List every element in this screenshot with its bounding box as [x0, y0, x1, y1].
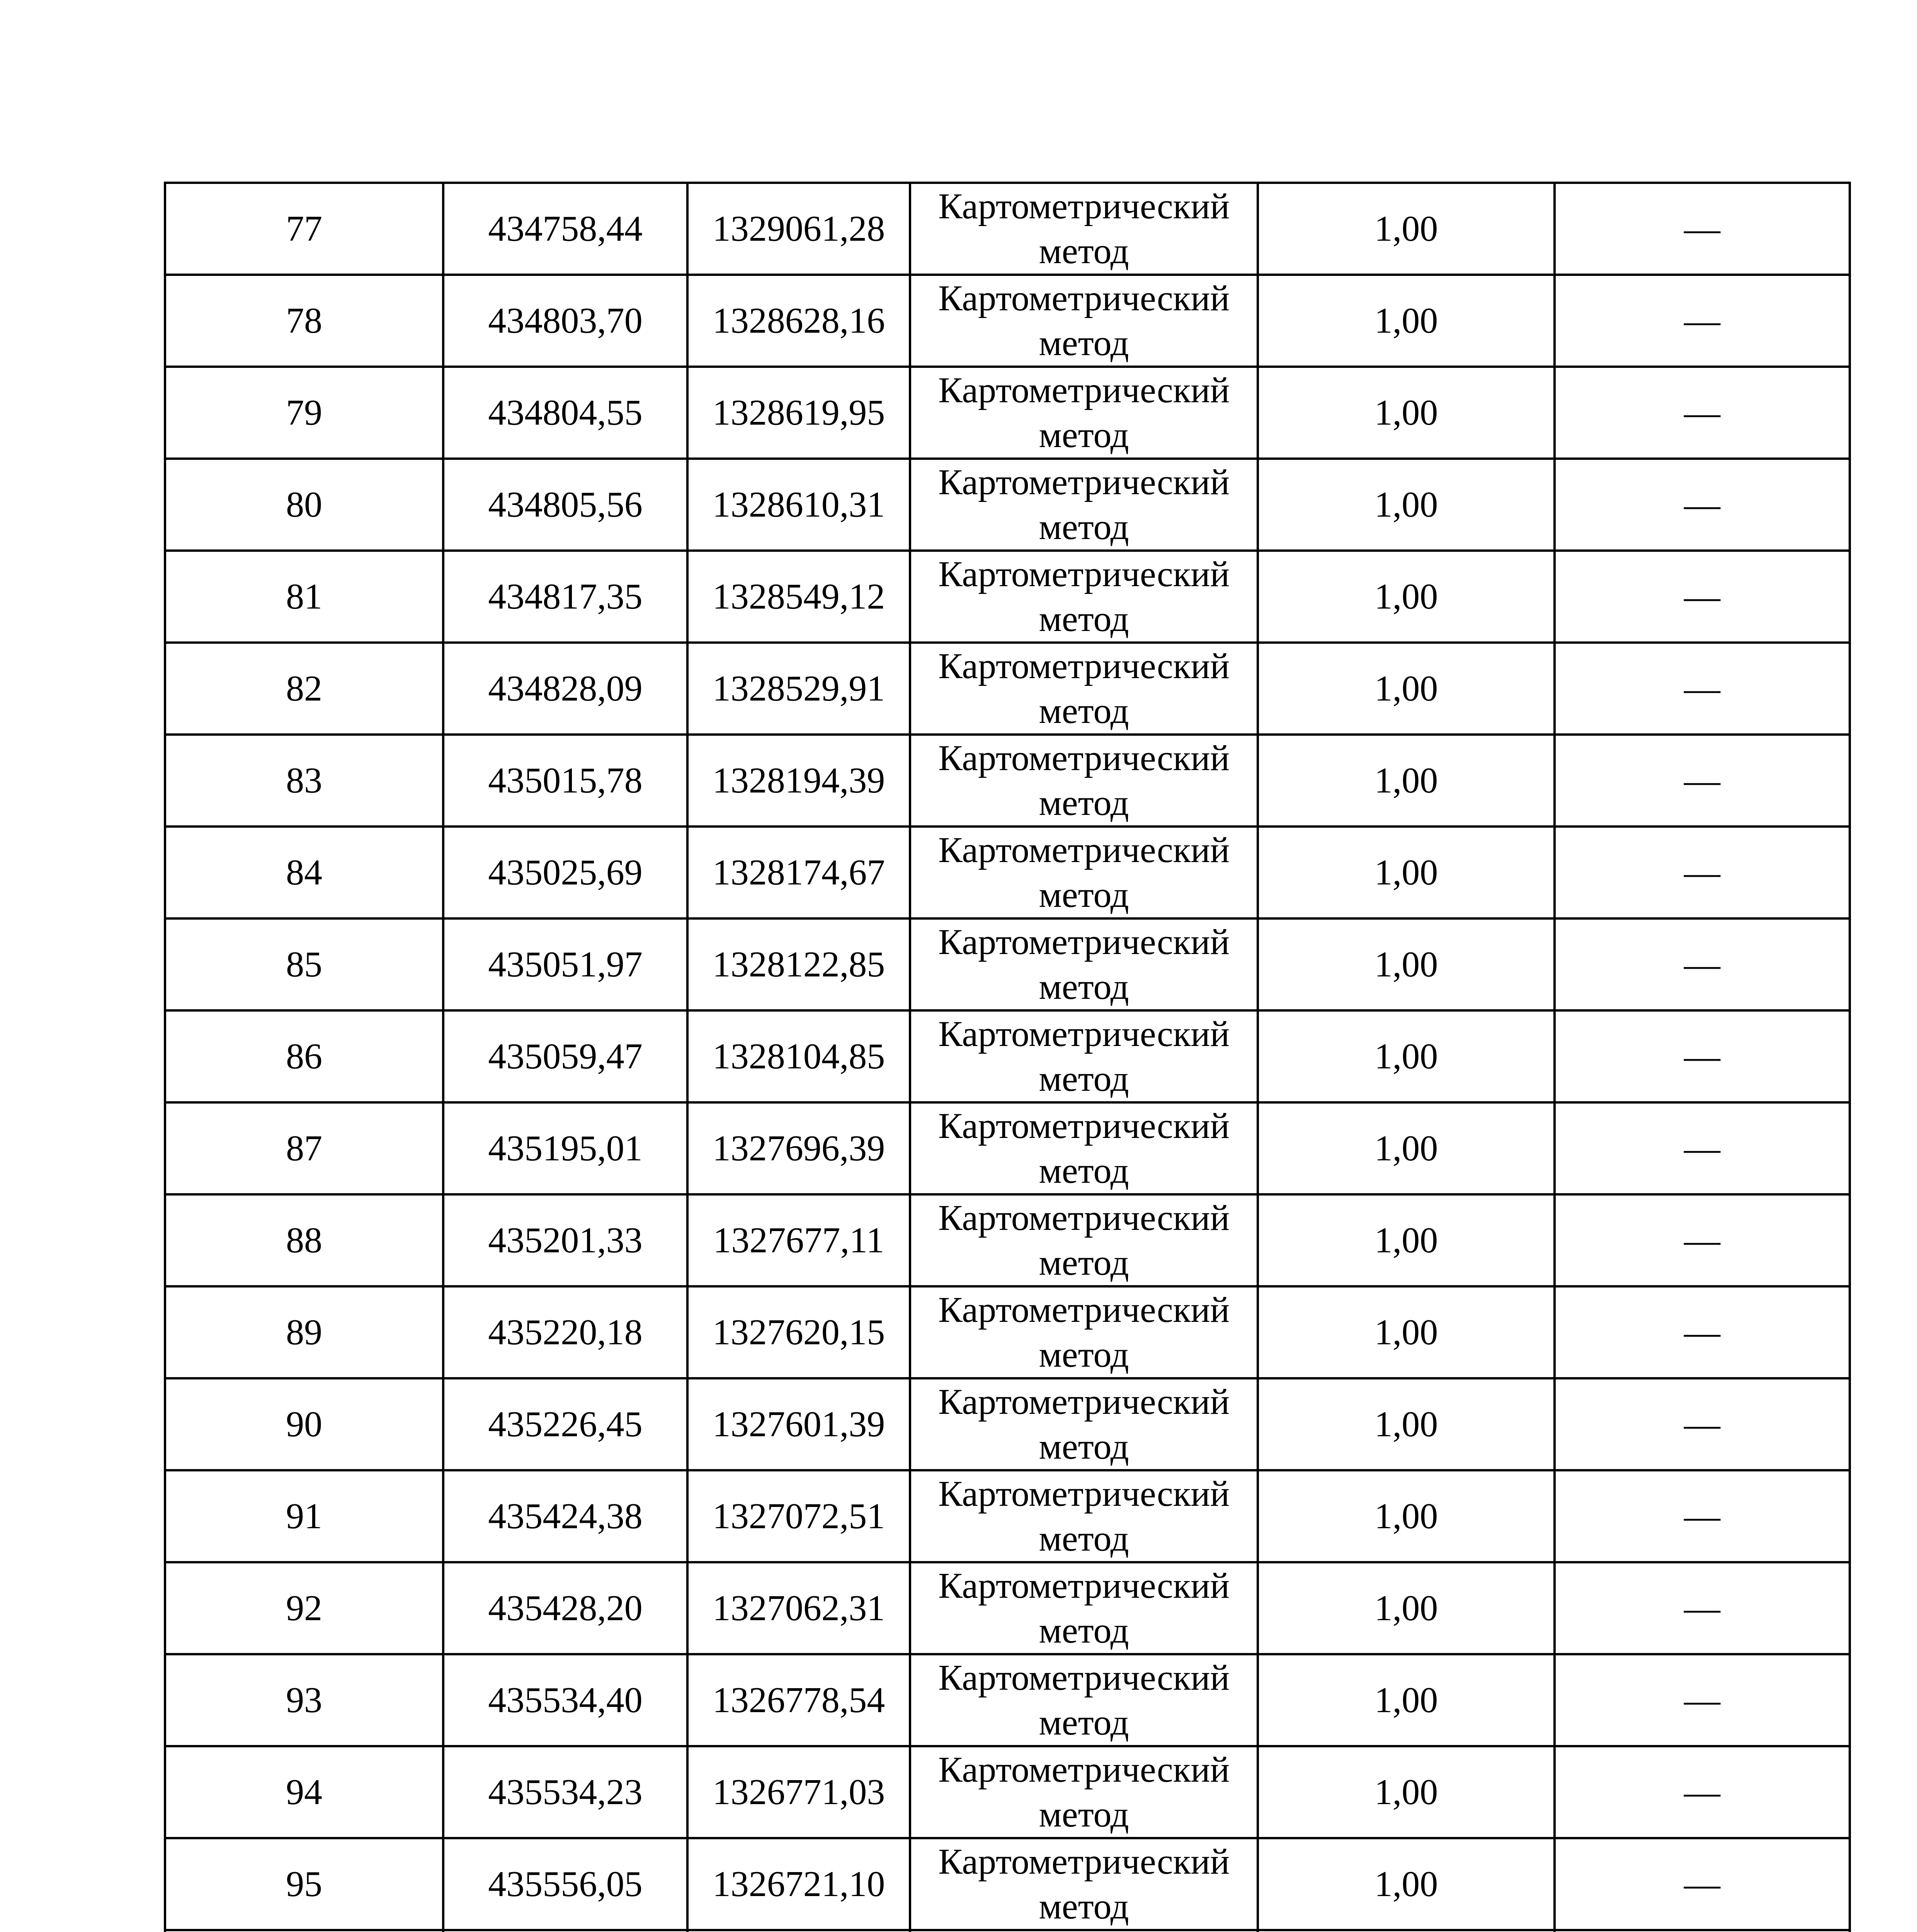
method-cell: Картометрический метод [910, 1838, 1258, 1930]
y-coordinate-cell: 1328104,85 [687, 1010, 910, 1102]
y-coordinate-cell: 1327696,39 [687, 1102, 910, 1194]
y-coordinate-cell: 1328174,67 [687, 827, 910, 918]
x-coordinate-cell: 435534,23 [443, 1746, 687, 1838]
accuracy-cell: 1,00 [1258, 275, 1555, 367]
x-coordinate-cell: 434758,44 [443, 183, 687, 275]
method-cell: Картометрический метод [910, 367, 1258, 459]
description-cell: — [1555, 1194, 1850, 1286]
method-cell [910, 1930, 1258, 1932]
accuracy-cell: 1,00 [1258, 1562, 1555, 1654]
table-row [165, 183, 1850, 275]
y-coordinate-cell: 1328122,85 [687, 918, 910, 1010]
method-cell: Картометрический метод [910, 459, 1258, 551]
y-coordinate-cell: 1328619,95 [687, 367, 910, 459]
method-cell: Картометрический метод [910, 1470, 1258, 1562]
accuracy-cell: 1,00 [1258, 735, 1555, 827]
accuracy-cell: 1,00 [1258, 551, 1555, 643]
method-cell: Картометрический метод [910, 1286, 1258, 1378]
x-coordinate-cell: 435015,78 [443, 735, 687, 827]
x-coordinate-cell: 435424,38 [443, 1470, 687, 1562]
y-coordinate-cell: 1327072,51 [687, 1470, 910, 1562]
table-row [165, 735, 1850, 827]
description-cell: — [1555, 1010, 1850, 1102]
table-row [165, 918, 1850, 1010]
description-cell: — [1555, 183, 1850, 275]
description-cell: — [1555, 275, 1850, 367]
description-cell: — [1555, 551, 1850, 643]
table-row [165, 275, 1850, 367]
table-row [165, 1746, 1850, 1838]
accuracy-cell: 1,00 [1258, 1746, 1555, 1838]
y-coordinate-cell: 1328549,12 [687, 551, 910, 643]
point-number-cell: 85 [165, 918, 443, 1010]
method-cell: Картометрический метод [910, 918, 1258, 1010]
table-row [165, 1654, 1850, 1746]
table-row [165, 1470, 1850, 1562]
table-row [165, 1010, 1850, 1102]
accuracy-cell: 1,00 [1258, 1010, 1555, 1102]
table-row [165, 551, 1850, 643]
x-coordinate-cell: 434803,70 [443, 275, 687, 367]
y-coordinate-cell: 1327601,39 [687, 1378, 910, 1470]
accuracy-cell: 1,00 [1258, 1194, 1555, 1286]
description-cell: — [1555, 1746, 1850, 1838]
accuracy-cell [1258, 1930, 1555, 1932]
description-cell: — [1555, 459, 1850, 551]
coordinates-table [164, 182, 1851, 1932]
description-cell: — [1555, 367, 1850, 459]
table-row [165, 643, 1850, 735]
description-cell: — [1555, 1654, 1850, 1746]
table-row [165, 1562, 1850, 1654]
description-cell: — [1555, 918, 1850, 1010]
accuracy-cell: 1,00 [1258, 1286, 1555, 1378]
x-coordinate-cell: 435195,01 [443, 1102, 687, 1194]
method-cell: Картометрический метод [910, 1562, 1258, 1654]
y-coordinate-cell: 1328194,39 [687, 735, 910, 827]
point-number-cell: 87 [165, 1102, 443, 1194]
y-coordinate-cell: 1326778,54 [687, 1654, 910, 1746]
point-number-cell: 77 [165, 183, 443, 275]
y-coordinate-cell: 1328628,16 [687, 275, 910, 367]
method-cell: Картометрический метод [910, 1010, 1258, 1102]
method-cell: Картометрический метод [910, 735, 1258, 827]
method-cell: Картометрический метод [910, 183, 1258, 275]
point-number-cell: 82 [165, 643, 443, 735]
method-cell: Картометрический метод [910, 1194, 1258, 1286]
table-row [165, 827, 1850, 918]
description-cell: — [1555, 1102, 1850, 1194]
x-coordinate-cell: 434805,56 [443, 459, 687, 551]
x-coordinate-cell: 435534,40 [443, 1654, 687, 1746]
y-coordinate-cell: 1327677,11 [687, 1194, 910, 1286]
point-number-cell: 84 [165, 827, 443, 918]
point-number-cell: 89 [165, 1286, 443, 1378]
accuracy-cell: 1,00 [1258, 367, 1555, 459]
y-coordinate-cell: 1327620,15 [687, 1286, 910, 1378]
point-number-cell: 95 [165, 1838, 443, 1930]
point-number-cell: 80 [165, 459, 443, 551]
table-row [165, 1378, 1850, 1470]
description-cell: — [1555, 1470, 1850, 1562]
point-number-cell: 93 [165, 1654, 443, 1746]
x-coordinate-cell [443, 1930, 687, 1932]
point-number-cell: 90 [165, 1378, 443, 1470]
method-cell: Картометрический метод [910, 551, 1258, 643]
y-coordinate-cell: 1329061,28 [687, 183, 910, 275]
table-row [165, 1838, 1850, 1930]
accuracy-cell: 1,00 [1258, 183, 1555, 275]
y-coordinate-cell: 1328529,91 [687, 643, 910, 735]
accuracy-cell: 1,00 [1258, 643, 1555, 735]
x-coordinate-cell: 435059,47 [443, 1010, 687, 1102]
method-cell: Картометрический метод [910, 827, 1258, 918]
y-coordinate-cell: 1327062,31 [687, 1562, 910, 1654]
point-number-cell: 78 [165, 275, 443, 367]
method-cell: Картометрический метод [910, 1654, 1258, 1746]
point-number-cell: 94 [165, 1746, 443, 1838]
x-coordinate-cell: 435051,97 [443, 918, 687, 1010]
point-number-cell [165, 1930, 443, 1932]
description-cell: — [1555, 735, 1850, 827]
y-coordinate-cell: 1328610,31 [687, 459, 910, 551]
point-number-cell: 81 [165, 551, 443, 643]
description-cell: — [1555, 827, 1850, 918]
x-coordinate-cell: 435220,18 [443, 1286, 687, 1378]
x-coordinate-cell: 434828,09 [443, 643, 687, 735]
table-row [165, 1930, 1850, 1932]
point-number-cell: 79 [165, 367, 443, 459]
accuracy-cell: 1,00 [1258, 918, 1555, 1010]
method-cell: Картометрический метод [910, 1378, 1258, 1470]
point-number-cell: 83 [165, 735, 443, 827]
table-row [165, 459, 1850, 551]
accuracy-cell: 1,00 [1258, 1378, 1555, 1470]
y-coordinate-cell: 1326771,03 [687, 1746, 910, 1838]
description-cell: — [1555, 1286, 1850, 1378]
description-cell: — [1555, 1378, 1850, 1470]
x-coordinate-cell: 435025,69 [443, 827, 687, 918]
accuracy-cell: 1,00 [1258, 1102, 1555, 1194]
table-row [165, 1194, 1850, 1286]
x-coordinate-cell: 435226,45 [443, 1378, 687, 1470]
accuracy-cell: 1,00 [1258, 1470, 1555, 1562]
description-cell: — [1555, 1838, 1850, 1930]
y-coordinate-cell: 1326721,10 [687, 1838, 910, 1930]
accuracy-cell: 1,00 [1258, 1654, 1555, 1746]
point-number-cell: 92 [165, 1562, 443, 1654]
method-cell: Картометрический метод [910, 275, 1258, 367]
x-coordinate-cell: 435556,05 [443, 1838, 687, 1930]
accuracy-cell: 1,00 [1258, 827, 1555, 918]
description-cell: — [1555, 643, 1850, 735]
x-coordinate-cell: 434817,35 [443, 551, 687, 643]
accuracy-cell: 1,00 [1258, 459, 1555, 551]
point-number-cell: 88 [165, 1194, 443, 1286]
x-coordinate-cell: 435201,33 [443, 1194, 687, 1286]
table-row [165, 1102, 1850, 1194]
point-number-cell: 86 [165, 1010, 443, 1102]
description-cell [1555, 1930, 1850, 1932]
description-cell: — [1555, 1562, 1850, 1654]
method-cell: Картометрический метод [910, 643, 1258, 735]
table-row [165, 1286, 1850, 1378]
x-coordinate-cell: 435428,20 [443, 1562, 687, 1654]
table-row [165, 367, 1850, 459]
method-cell: Картометрический метод [910, 1746, 1258, 1838]
x-coordinate-cell: 434804,55 [443, 367, 687, 459]
point-number-cell: 91 [165, 1470, 443, 1562]
accuracy-cell: 1,00 [1258, 1838, 1555, 1930]
method-cell: Картометрический метод [910, 1102, 1258, 1194]
y-coordinate-cell [687, 1930, 910, 1932]
table-body [165, 183, 1850, 1932]
